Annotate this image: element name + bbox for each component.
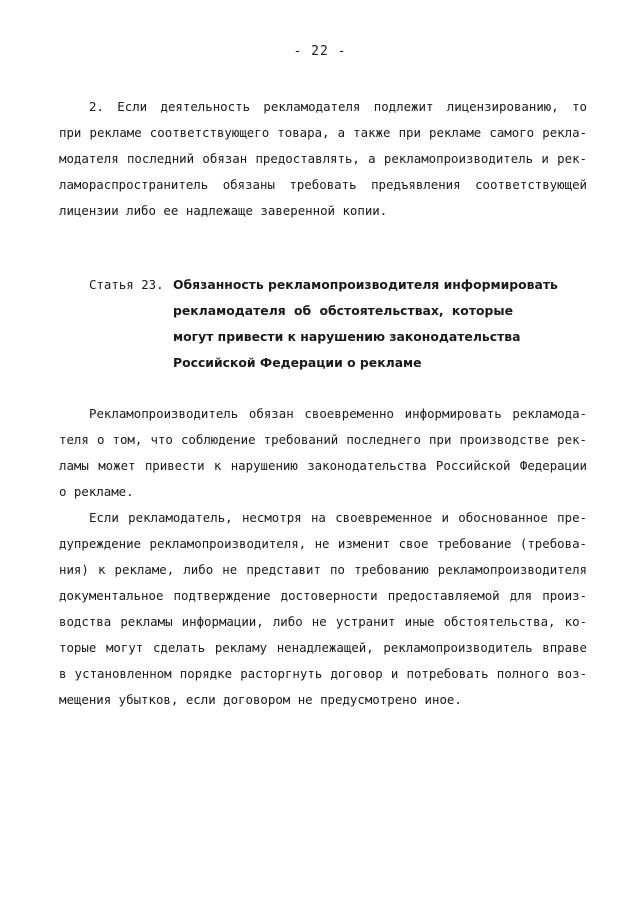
article-title-line: Обязанность рекламопроизводителя информировать (173, 277, 558, 292)
text-line: документальное подтверждение достоверности предоставляемой для произ- (59, 588, 587, 603)
text-line: торые могут сделать рекламу ненадлежащей, рекламопроизводитель вправе (59, 640, 587, 655)
text-line: мещения убытков, если договором не предусмотрено иное. (59, 692, 462, 707)
text-line: водства рекламы информации, либо не устранит иные обстоятельства, ко- (59, 614, 587, 629)
text-line: Если рекламодатель, несмотря на своевременное и обоснованное пре- (89, 510, 587, 525)
text-line: ламораспространитель обязаны требовать предъявления соответствующей (59, 177, 587, 192)
text-line: о рекламе. (59, 484, 134, 499)
article-title-line: могут привести к нарушению законодательства (173, 329, 521, 344)
text-line: модателя последний обязан предоставлять, а рекламопроизводитель и рек- (59, 151, 587, 166)
text-line: теля о том, что соблюдение требований последнего при производстве рек- (59, 432, 587, 447)
article-label: Статья 23. (89, 277, 164, 292)
text-line: 2. Если деятельность рекламодателя подлежит лицензированию, то (89, 99, 587, 114)
text-line: при рекламе соответствующего товара, а также при рекламе самого рекла- (59, 125, 587, 140)
text-line: лицензии либо ее надлежаще заверенной копии. (59, 203, 388, 218)
article-title-line: Российской Федерации о рекламе (173, 355, 422, 370)
text-line: ламы может привести к нарушению законодательства Российской Федерации (59, 458, 587, 473)
text-line: Рекламопроизводитель обязан своевременно информировать рекламода- (89, 406, 587, 421)
page-number: - 22 - (293, 44, 347, 59)
text-line: дупреждение рекламопроизводителя, не изменит свое требование (требова- (59, 536, 587, 551)
text-line: в установленном порядке расторгнуть договор и потребовать полного воз- (59, 666, 587, 681)
article-title-line: рекламодателя об обстоятельствах, которые (173, 303, 513, 318)
text-line: ния) к рекламе, либо не представит по требованию рекламопроизводителя (59, 562, 587, 577)
